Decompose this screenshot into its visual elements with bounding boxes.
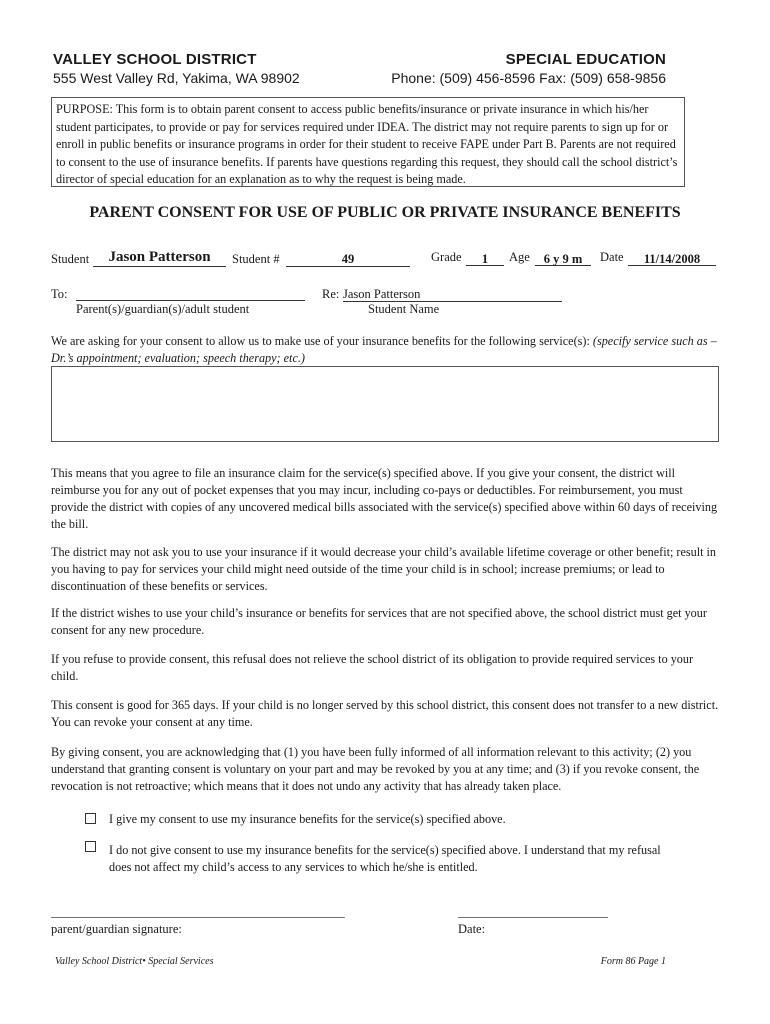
paragraph-duration: This consent is good for 365 days. If your child is no longer served by this school district, this consent does not transfer to a new district. You can revoke your consent at any time. <box>51 698 719 729</box>
grade-field[interactable] <box>466 250 504 266</box>
re-value: Jason Patterson <box>343 287 421 301</box>
purpose-box <box>51 97 685 187</box>
student-number-label: Student # <box>232 252 280 266</box>
student-name-field[interactable] <box>93 248 226 267</box>
purpose-text: PURPOSE: This form is to obtain parent consent to access public benefits/insurance or private insurance in which his/her student participates, to provide or pay for services required under IDEA. The district may not require parents to sign up for or enroll in public benefits or insurance programs in order for their student to receive FAPE under Part B. Parents are not required to consent to the use of insurance benefits. If parents have questions regarding this request, they should call the school district’s director of special education for an explanation as to why the request is being made. <box>56 102 678 186</box>
signature-line[interactable]: _______________________________________________ <box>51 905 345 919</box>
re-field[interactable] <box>343 287 562 302</box>
footer-right: Form 86 Page 1 <box>600 956 666 967</box>
age-value: 6 y 9 m <box>543 252 583 266</box>
to-caption: Parent(s)/guardian(s)/adult student <box>76 302 250 316</box>
services-textbox[interactable] <box>51 366 719 442</box>
re-caption: Student Name <box>368 302 440 316</box>
grade-label: Grade <box>431 250 462 264</box>
department-name: SPECIAL EDUCATION <box>505 51 666 68</box>
department-contact: Phone: (509) 456-8596 Fax: (509) 658-9856 <box>391 70 666 86</box>
signature-date-label: Date: <box>458 922 486 936</box>
district-name: VALLEY SCHOOL DISTRICT <box>53 51 257 68</box>
to-label: To: <box>51 287 68 301</box>
student-name-value: Jason Patterson <box>108 249 211 265</box>
student-label: Student <box>51 252 90 266</box>
date-value: 11/14/2008 <box>643 252 701 266</box>
district-address: 555 West Valley Rd, Yakima, WA 98902 <box>53 70 300 86</box>
paragraph-coverage: The district may not ask you to use your insurance if it would decrease your child’s available lifetime coverage or other benefit; result in you having to pay for services your child might need outside of the time your child is in school; increase premiums; or lead to discontinuation of these benefits or services. <box>51 545 717 593</box>
paragraph-new-procedure: If the district wishes to use your child’s insurance or benefits for services that are not specified above, the school district must get your consent for any new procedure. <box>51 606 707 637</box>
paragraph-refusal: If you refuse to provide consent, this refusal does not relieve the school district of its obligation to provide required services to your child. <box>51 652 694 683</box>
date-label: Date <box>600 250 624 264</box>
form-title: PARENT CONSENT FOR USE OF PUBLIC OR PRIVATE INSURANCE BENEFITS <box>89 204 681 221</box>
date-field[interactable] <box>628 250 716 266</box>
student-number-field[interactable] <box>286 250 410 267</box>
services-prompt-text: We are asking for your consent to allow us to make use of your insurance benefits for the following service(s): <box>51 334 593 348</box>
age-label: Age <box>509 250 530 264</box>
consent-option-label: I give my consent to use my insurance benefits for the service(s) specified above. <box>109 812 506 826</box>
re-label: Re: <box>322 287 340 301</box>
paragraph-acknowledgement: By giving consent, you are acknowledging that (1) you have been fully informed of all information relevant to this activity; (2) you understand that granting consent is voluntary on your part and may be revoked by you at any time; and (3) if you revoke consent, the revocation is not retroactive; which means that it does not undo any activity that has already taken place. <box>51 745 700 793</box>
consent-checkbox[interactable] <box>85 813 96 824</box>
services-prompt-example: (specify service such as – Dr.’s appointment; evaluation; speech therapy; etc.) <box>51 334 717 365</box>
to-field[interactable] <box>76 286 305 301</box>
no-consent-checkbox[interactable] <box>85 841 96 852</box>
student-number-value: 49 <box>341 252 355 266</box>
grade-value: 1 <box>481 252 489 266</box>
signature-label: parent/guardian signature: <box>51 922 182 936</box>
footer-left: Valley School District• Special Services <box>55 956 214 967</box>
signature-date-line[interactable]: ________________________ <box>458 905 608 919</box>
age-field[interactable] <box>535 250 591 266</box>
services-prompt <box>51 333 721 367</box>
paragraph-reimbursement: This means that you agree to file an insurance claim for the service(s) specified above. If you give your consent, the district will reimburse you for any out of pocket expenses that you may incur, including co-pays or deductibles. For reimbursement, you must provide the district with copies of any uncovered medical bills associated with the service(s) specified above within 60 days of receiving the bill. <box>51 466 718 531</box>
no-consent-option-label: I do not give consent to use my insurance benefits for the service(s) specified above. I understand that my refusal does not affect my child’s access to any services to which he/she is entitled. <box>109 843 661 874</box>
